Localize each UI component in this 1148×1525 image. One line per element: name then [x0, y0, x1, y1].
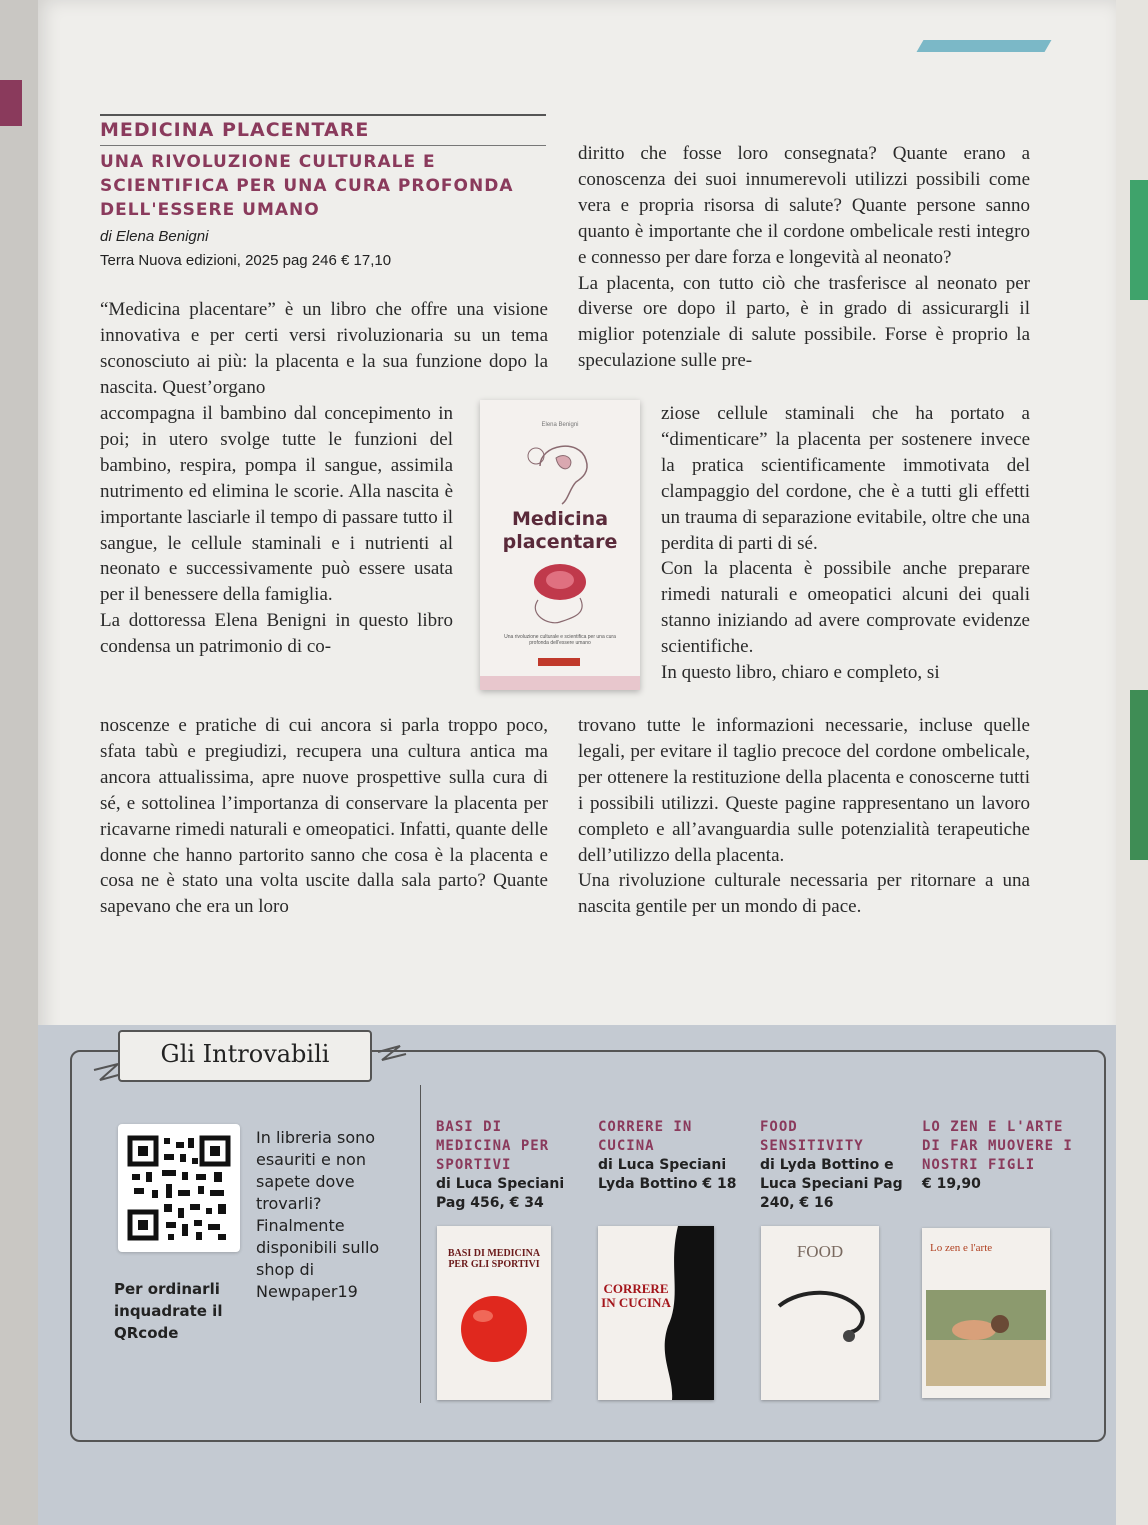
promo-book-1-ball [459, 1294, 529, 1364]
right-column-top [578, 141, 1030, 374]
right-page-green-strip-lower [1130, 690, 1148, 860]
right-paragraph-3-wrap: Con la placenta è possibile anche preparare rimedi naturali e omeopatici alcuni dei quali stanno iniziando ad avere comprovate evidenze scientifiche. [661, 558, 1030, 658]
promo-book-1-cover[interactable] [437, 1226, 551, 1400]
promo-book-2-title: CORRERE IN CUCINA [598, 1119, 693, 1154]
promo-book-4-cover[interactable] [922, 1228, 1050, 1398]
promo-banner [118, 1030, 372, 1082]
promo-book-1-cover-title: BASI DI MEDICINA PER GLI SPORTIVI [447, 1248, 541, 1270]
left-column-wrap [100, 401, 453, 660]
cover-title-line2: placentare [502, 531, 618, 553]
article-headline: MEDICINA PLACENTARE [100, 119, 370, 141]
promo-book-2-cover[interactable] [598, 1226, 714, 1400]
promo-book-2-cover-title: CORRERE IN CUCINA [601, 1281, 671, 1310]
promo-book-3-title: FOOD SENSITIVITY [760, 1119, 864, 1154]
right-page-green-strip [1130, 180, 1148, 300]
headline-top-rule [100, 114, 546, 116]
left-paragraph-1-wrap: accompagna il bambino dal concepimento in poi; in utero svolge tutte le funzioni del bambino, respira, pompa il sangue, assimila nutrimento ed elimina le scorie. Alla nascita è importante lasciarle il tempo di passare tutto il sangue, le cellule staminali e i nutrienti al neonato e successivamente può essere usata per il benessere della famiglia. [100, 403, 453, 606]
promo-order-text: Per ordinarli inquadrate il QRcode [114, 1280, 223, 1342]
left-paragraph-2-wrap: La dottoressa Elena Benigni in questo libro condensa un patrimonio di co- [100, 610, 453, 658]
cover-placenta-illustration [518, 560, 602, 630]
promo-book-4-cover-title: Lo zen e l'arte [930, 1242, 993, 1254]
promo-book-3-cover-title: FOOD [796, 1242, 844, 1261]
book-cover-medicina-placentare [480, 400, 640, 690]
qr-code[interactable] [118, 1124, 240, 1252]
left-paragraph-2-rest: noscenze e pratiche di cui ancora si parla troppo poco, sfata tabù e pregiudizi, recupera una cultura antica ma ancora attualissima, apre nuove prospettive sulla cura di sé, e sottolinea l’importanza di conservare la placenta per ricavarne rimedi naturali e omeopatici. Infatti, quante delle donne che hanno partorito sanno che cosa è la placenta e cosa ne è stato una volta uscite dalla sala parto? Quante sapevano che era un loro [100, 715, 548, 918]
article-publisher: Terra Nuova edizioni, 2025 pag 246 € 17,10 [100, 252, 392, 269]
promo-book-3-stethoscope [771, 1286, 869, 1346]
promo-book-2-meta: di Luca Speciani Lyda Bottino € 18 [598, 1157, 737, 1192]
right-paragraph-2-wrap: ziose cellule staminali che ha portato a “dimenticare” la placenta per sostenere invece la pratica scientificamente immotivata del clampaggio del cordone, che è a tutti gli effetti un trauma di separazione evitabile, oltre che una perdita di parti di sé. [661, 403, 1030, 554]
right-paragraph-5: Una rivoluzione culturale necessaria per ritornare a una nascita gentile per un mondo di pace. [578, 870, 1030, 918]
right-paragraph-4-wrap: In questo libro, chiaro e completo, si [661, 662, 940, 684]
qr-code-pattern [118, 1124, 240, 1252]
right-column-bottom [578, 713, 1030, 920]
promo-book-2[interactable] [598, 1118, 748, 1194]
cover-publisher-logo [538, 658, 580, 666]
promo-book-1[interactable] [436, 1118, 586, 1213]
headline-bottom-rule [100, 145, 546, 146]
promo-libreria-text: In libreria sono esauriti e non sapete dove trovarli? Finalmente disponibili sullo shop di Newpaper19 [256, 1128, 380, 1301]
promo-book-2-runner [598, 1226, 714, 1400]
left-page-tab [0, 80, 22, 126]
right-paragraph-1: diritto che fosse loro consegnata? Quante erano a conoscenza dei suoi innumerevoli utilizzi possibili come vera e propria risorsa di salute? Quante persone sanno quanto è importante che il cordone ombelicale resti integro e connesso per dare forza e longevità al neonato? [578, 143, 1030, 268]
promo-book-3-cover[interactable] [761, 1226, 879, 1400]
right-paragraph-4-rest: trovano tutte le informazioni necessarie, incluse quelle legali, per evitare il taglio precoce del cordone ombelicale, per ottenere la restituzione della placenta e conoscerne tutti i possibili utilizzi. Queste pagine rappresentano un lavoro completo e all’avanguardia sulle potenzialità terapeutiche dell’utilizzo della placenta. [578, 715, 1030, 866]
promo-book-4[interactable] [922, 1118, 1082, 1194]
left-column-bottom [100, 713, 548, 920]
left-column-top [100, 297, 548, 401]
cover-head-illustration [520, 436, 600, 506]
top-accent-bar [917, 40, 1052, 52]
article-author: di Elena Benigni [100, 228, 209, 245]
right-column-wrap [661, 401, 1030, 686]
promo-book-1-meta: di Luca Speciani Pag 456, € 34 [436, 1176, 565, 1211]
promo-book-3[interactable] [760, 1118, 910, 1213]
right-paragraph-2: La placenta, con tutto ciò che trasferisce al neonato per diverse ore dopo il parto, è in grado di assicurargli il miglior potenziale di salute possibile. Forse è proprio la speculazione sulle pre- [578, 272, 1030, 372]
promo-book-4-title: LO ZEN E L'ARTE DI FAR MUOVERE I NOSTRI FIGLI [922, 1119, 1073, 1173]
article-subheadline: UNA RIVOLUZIONE CULTURALE E SCIENTIFICA PER UNA CURA PROFONDA DELL'ESSERE UMANO [100, 152, 514, 220]
promo-book-4-meta: € 19,90 [922, 1176, 981, 1192]
promo-book-1-title: BASI DI MEDICINA PER SPORTIVI [436, 1119, 550, 1173]
cover-title-line1: Medicina [511, 508, 609, 530]
promo-banner-title: Gli Introvabili [160, 1040, 330, 1068]
left-page-edge [0, 0, 38, 1525]
promo-book-3-meta: di Lyda Bottino e Luca Speciani Pag 240, € 16 [760, 1157, 903, 1211]
cover-title [480, 508, 640, 554]
promo-book-4-photo [926, 1290, 1046, 1386]
cover-author: Elena Benigni [541, 422, 579, 428]
promo-divider [420, 1085, 421, 1403]
cover-subtitle: Una rivoluzione culturale e scientifica per una cura profonda dell'essere umano [504, 634, 616, 646]
cover-bottom-band [480, 676, 640, 690]
left-paragraph-1: “Medicina placentare” è un libro che offre una visione innovativa e per certi versi rivoluzionaria su un tema sconosciuto ai più: la placenta e la sua funzione dopo la nascita. Quest’organo [100, 299, 548, 398]
